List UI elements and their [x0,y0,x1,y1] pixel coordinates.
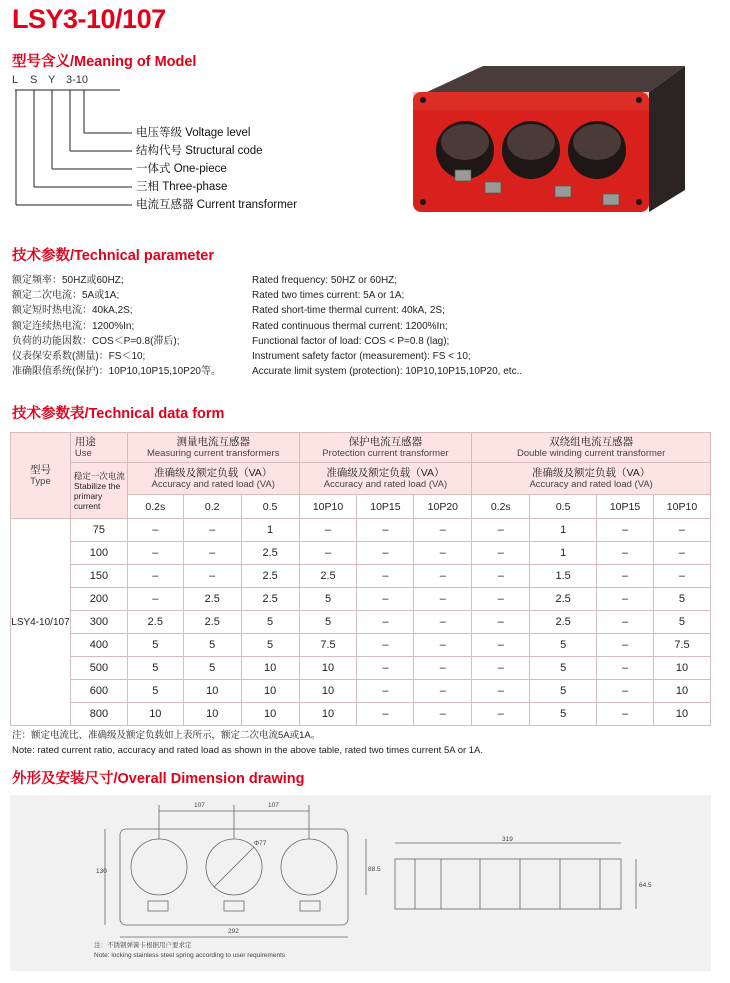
dim-107-a: 107 [194,802,205,809]
table-row [11,611,711,634]
sub-col: 0.5 [530,495,597,519]
table-cell: 10 [241,657,299,680]
model-name-cell: LSY4-10/107 [11,519,71,726]
sub-col: 0.5 [241,495,299,519]
primary-current-cell: 800 [70,703,127,726]
primary-current-cell: 400 [70,634,127,657]
param-en-short-time: Rated short-time thermal current: 40kA, 2S; [252,305,445,317]
table-cell: 1.5 [530,565,597,588]
model-line-ct: 电流互感器 Current transformer [136,199,298,211]
param-en-limit: Accurate limit system (protection): 10P10,10P15,10P20, etc.. [252,366,523,378]
param-cn-load-factor: 负荷的功能因数：COS＜P=0.8(滞后); [12,335,180,347]
table-cell: 10 [299,657,357,680]
table-cell: 10 [653,657,710,680]
primary-current-cell: 100 [70,542,127,565]
sub-col: 10P20 [414,495,472,519]
drawing-note-cn: 注：不锈钢弹簧卡根据用户要求定 [94,942,192,949]
acc-header-measuring [127,463,299,495]
sub-col: 0.2s [127,495,183,519]
group-double-en: Double winding current transformer [516,447,666,459]
sub-col: 0.2 [183,495,241,519]
sub-col: 10P10 [299,495,357,519]
table-cell: – [127,542,183,565]
table-cell: – [357,519,414,542]
table-cell: 10 [241,680,299,703]
sub-col: 10P10 [653,495,710,519]
table-cell: – [414,588,472,611]
table-cell: – [357,680,414,703]
param-cn-limit: 准确限值系统(保护)：10P10,10P15,10P20等。 [12,366,221,378]
group-measuring-en: Measuring current transformers [146,447,280,459]
dim-292: 292 [228,928,239,935]
table-cell: – [472,588,530,611]
primary-current-cell: 75 [70,519,127,542]
table-cell: – [357,634,414,657]
table-cell: 5 [530,657,597,680]
table-cell: 10 [241,703,299,726]
dim-phi77: Φ77 [254,840,267,847]
group-header-protection [299,433,472,463]
section-title-model: 型号含义/Meaning of Model [12,54,197,70]
primary-current-cell: 200 [70,588,127,611]
table-cell: – [414,519,472,542]
table-cell: – [414,657,472,680]
table-cell: – [472,680,530,703]
type-header [11,433,71,519]
table-cell: 2.5 [299,565,357,588]
stabilize-en-2: primary current [73,490,103,511]
table-cell: – [472,703,530,726]
table-cell: 7.5 [299,634,357,657]
param-en-continuous: Rated continuous thermal current: 1200%In; [252,320,448,332]
table-cell: – [472,634,530,657]
note-cn: 注：额定电流比、准确级及额定负载如上表所示，额定二次电流5A或1A。 [12,730,321,741]
page-title: LSY3-10/107 [12,4,166,34]
model-diagram [12,74,332,224]
group-protection-en: Protection current transformer [322,447,449,459]
use-header-cn: 用途 [74,435,96,448]
table-row [11,542,711,565]
table-cell: – [414,611,472,634]
table-cell: 1 [530,542,597,565]
acc-protection-en: Accuracy and rated load (VA) [323,478,448,490]
primary-current-cell: 500 [70,657,127,680]
table-cell: – [597,634,654,657]
acc-double-cn: 准确级及额定负载（VA） [532,466,651,479]
acc-protection-cn: 准确级及额定负载（VA） [326,466,445,479]
table-cell: – [299,542,357,565]
group-measuring-cn: 测量电流互感器 [176,435,250,448]
table-cell: 5 [183,657,241,680]
table-cell: – [653,542,710,565]
table-cell: – [357,657,414,680]
table-cell: 10 [653,703,710,726]
table-cell: – [414,634,472,657]
table-cell: – [597,703,654,726]
dim-107-b: 107 [268,802,279,809]
primary-current-cell: 150 [70,565,127,588]
table-cell: – [357,588,414,611]
use-header [70,433,127,463]
table-cell: – [299,519,357,542]
table-row [11,565,711,588]
front-view-outline [120,829,348,925]
param-cn-frequency: 额定频率：50HZ或60HZ; [12,275,124,286]
table-cell: 2.5 [530,588,597,611]
table-cell: 5 [127,657,183,680]
table-cell: 5 [127,680,183,703]
table-row [11,634,711,657]
stabilize-header [70,463,127,519]
table-cell: – [472,565,530,588]
param-cn-safety: 仪表保安系数(测量)：FS＜10; [12,351,146,363]
table-cell: 2.5 [530,611,597,634]
type-header-en: Type [30,475,51,487]
dimension-drawing [10,795,711,971]
table-cell: – [357,565,414,588]
acc-double-en: Accuracy and rated load (VA) [529,478,653,490]
model-line-threephase: 三相 Three-phase [136,181,228,193]
table-cell: 1 [241,519,299,542]
table-cell: – [597,542,654,565]
table-row [11,703,711,726]
param-cn-secondary: 额定二次电流：5A或1A; [12,290,120,302]
table-cell: 5 [653,588,710,611]
model-code-l: L [12,74,19,86]
table-cell: 10 [127,703,183,726]
group-protection-cn: 保护电流互感器 [348,435,423,448]
acc-header-protection [299,463,472,495]
model-line-onepiece: 一体式 One-piece [136,163,227,175]
table-cell: 5 [127,634,183,657]
primary-current-cell: 600 [70,680,127,703]
table-cell: 7.5 [653,634,710,657]
table-cell: 2.5 [241,588,299,611]
table-cell: 10 [183,703,241,726]
table-cell: – [653,565,710,588]
table-cell: 2.5 [241,565,299,588]
param-en-safety: Instrument safety factor (measurement): FS < 10; [252,351,471,363]
table-cell: – [183,542,241,565]
table-cell: 2.5 [183,588,241,611]
table-cell: 5 [530,634,597,657]
table-cell: – [597,680,654,703]
table-cell: 5 [530,703,597,726]
model-code-voltage: 3-10 [66,74,89,86]
table-cell: 5 [183,634,241,657]
params-cn-list [12,273,247,379]
product-photo [405,62,705,224]
table-cell: 5 [653,611,710,634]
table-cell: – [597,519,654,542]
table-cell: 2.5 [241,542,299,565]
model-code-s: S [30,74,38,86]
table-cell: 2.5 [127,611,183,634]
acc-measuring-cn: 准确级及额定负载（VA） [154,466,273,479]
technical-data-table [10,432,711,726]
table-cell: – [597,657,654,680]
group-header-double [472,433,711,463]
table-cell: – [597,588,654,611]
table-cell: 5 [299,588,357,611]
group-double-cn: 双绕组电流互感器 [549,435,634,448]
table-cell: – [472,519,530,542]
dim-64-5: 64.5 [639,882,652,889]
table-cell: 5 [241,611,299,634]
acc-measuring-en: Accuracy and rated load (VA) [151,478,275,490]
table-cell: – [472,611,530,634]
section-title-dimension: 外形及安装尺寸/Overall Dimension drawing [12,771,305,787]
drawing-note-en: Note: locking stainless steel spring according to user requirements [94,952,286,959]
table-cell: – [597,565,654,588]
table-cell: – [653,519,710,542]
table-cell: – [127,519,183,542]
table-cell: 10 [653,680,710,703]
table-cell: 1 [530,519,597,542]
table-cell: – [357,542,414,565]
table-cell: 2.5 [183,611,241,634]
table-cell: – [357,611,414,634]
table-cell: – [127,565,183,588]
model-tree-lines [12,88,142,213]
table-cell: 5 [241,634,299,657]
table-row [11,519,711,542]
param-en-frequency: Rated frequency: 50HZ or 60HZ; [252,275,398,286]
dimension-drawing-panel [10,795,711,971]
model-line-structure: 结构代号 Structural code [136,145,263,157]
table-cell: – [414,542,472,565]
dim-88-5: 88.5 [368,866,381,873]
table-cell: 5 [530,680,597,703]
note-en: Note: rated current ratio, accuracy and rated load as shown in the above table, rated two times current 5A or 1A. [12,745,484,756]
dim-130: 130 [96,868,107,875]
param-cn-continuous: 额定连续热电流：1200%In; [12,320,135,332]
acc-header-double [472,463,711,495]
model-code-y: Y [48,74,56,86]
table-cell: – [183,519,241,542]
side-view-outline [395,859,621,909]
sub-col: 10P15 [597,495,654,519]
table-cell: – [472,657,530,680]
table-cell: – [183,565,241,588]
table-row [11,680,711,703]
primary-current-cell: 300 [70,611,127,634]
table-cell: – [414,680,472,703]
stabilize-en-1: Stabilize the [73,480,121,491]
table-cell: 10 [299,703,357,726]
group-header-measuring [127,433,299,463]
param-cn-short-time: 额定短时热电流：40kA,2S; [12,305,133,317]
table-cell: – [414,565,472,588]
use-header-en: Use [74,447,92,459]
table-cell: – [414,703,472,726]
front-hole-1 [131,839,187,895]
table-row [11,657,711,680]
table-cell: 10 [183,680,241,703]
table-row [11,588,711,611]
front-hole-3 [281,839,337,895]
sub-col: 10P15 [357,495,414,519]
table-cell: – [472,542,530,565]
params-en-list [252,273,712,379]
dim-319: 319 [502,836,513,843]
section-title-tech-param: 技术参数/Technical parameter [12,248,214,264]
table-cell: 10 [299,680,357,703]
table-cell: – [127,588,183,611]
table-cell: – [597,611,654,634]
table-cell: 5 [299,611,357,634]
section-title-tech-table: 技术参数表/Technical data form [12,406,225,422]
table-cell: – [357,703,414,726]
stabilize-cn: 稳定一次电流 [73,470,125,481]
type-header-cn: 型号 [29,463,51,476]
sub-col: 0.2s [472,495,530,519]
model-line-voltage: 电压等级 Voltage level [136,127,251,139]
param-en-load-factor: Functional factor of load: COS < P=0.8 (lag); [252,335,450,347]
param-en-secondary: Rated two times current: 5A or 1A; [252,290,405,302]
